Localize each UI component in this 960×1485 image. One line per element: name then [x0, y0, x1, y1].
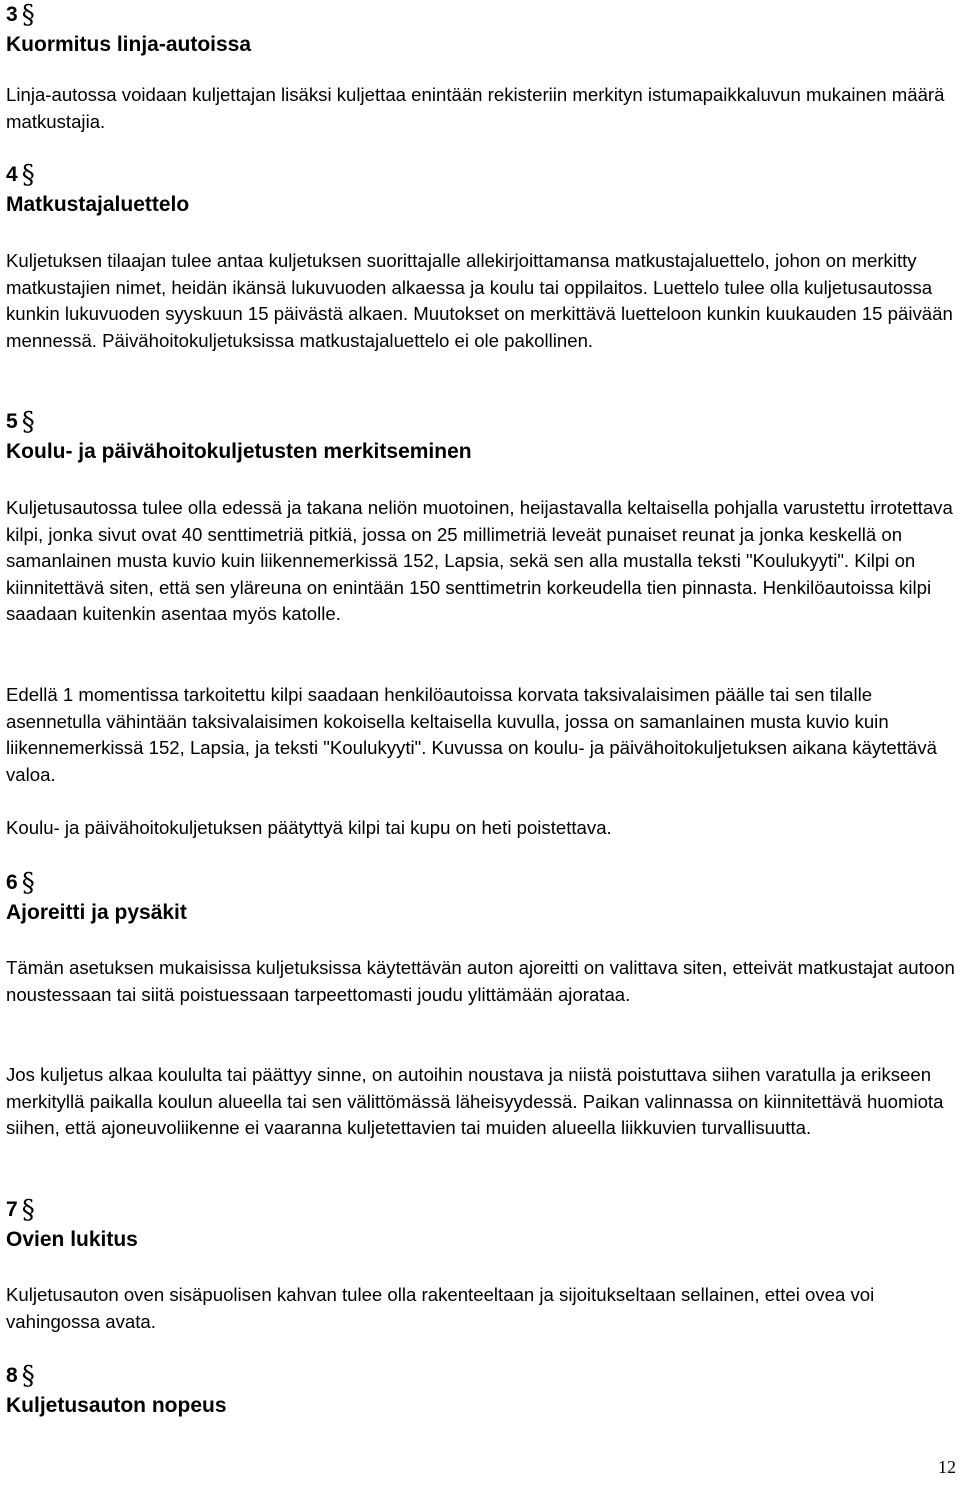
- section-sign: §: [21, 1361, 35, 1391]
- section-number: 3: [6, 3, 18, 26]
- section-number-heading: [6, 0, 956, 30]
- section-8: [6, 1361, 956, 1421]
- section-number: 7: [6, 1198, 18, 1221]
- paragraph: Jos kuljetus alkaa koululta tai päättyy sinne, on autoihin noustava ja niistä poistuttava siihen varatulla ja erikseen merkityllä paikalla koulun alueella tai sen välittömässä läheisyydessä. Paikan valinnassa on kiinnitettävä huomiota siihen, että ajoneuvoliikenne ei vaaranna kuljetettavien tai muiden alueella liikkuvien turvallisuutta.: [6, 1064, 944, 1138]
- section-sign: §: [21, 1195, 35, 1225]
- section-number-heading: [6, 1361, 956, 1391]
- paragraph: Kuljetuksen tilaajan tulee antaa kuljetuksen suorittajalle allekirjoittamansa matkustajaluettelo, johon on merkitty matkustajien nimet, heidän ikänsä lukuvuoden alkaessa ja koulu tai oppilaitos. Luettelo tulee olla kuljetusautossa kunkin lukuvuoden syyskuun 15 päivästä alkaen. Muutokset on merkittävä luetteloon kunkin kuukauden 15 päivään mennessä. Päivähoitokuljetuksissa matkustajaluettelo ei ole pakollinen.: [6, 250, 953, 351]
- section-title: Koulu- ja päivähoitokuljetusten merkitseminen: [6, 440, 472, 463]
- page-number: 12: [938, 1457, 956, 1477]
- section-6: [6, 868, 956, 928]
- section-title: Ajoreitti ja pysäkit: [6, 901, 187, 924]
- section-number: 8: [6, 1364, 18, 1387]
- paragraph: Kuljetusautossa tulee olla edessä ja takana neliön muotoinen, heijastavalla keltaisella pohjalla varustettu irrotettava kilpi, jonka sivut ovat 40 senttimetriä pitkiä, jossa on 25 millimetriä leveät punaiset reunat ja jonka keskellä on samanlainen musta kuvio kuin liikennemerkissä 152, Lapsia, sekä sen alla mustalla teksti "Koulukyyti". Kilpi on kiinnitettävä siten, että sen yläreuna on enintään 150 senttimetrin korkeudella tien pinnasta. Henkilöautoissa kilpi saadaan kuitenkin asentaa myös katolle.: [6, 497, 953, 624]
- section-4: [6, 160, 956, 220]
- paragraph: Kuljetusauton oven sisäpuolisen kahvan tulee olla rakenteeltaan ja sijoitukseltaan sellainen, ettei ovea voi vahingossa avata.: [6, 1284, 875, 1332]
- paragraph: Koulu- ja päivähoitokuljetuksen päätyttyä kilpi tai kupu on heti poistettava.: [6, 817, 612, 838]
- section-sign: §: [21, 160, 35, 190]
- section-7: [6, 1195, 956, 1255]
- section-sign: §: [21, 0, 35, 30]
- paragraph: Edellä 1 momentissa tarkoitettu kilpi saadaan henkilöautoissa korvata taksivalaisimen päälle tai sen tilalle asennetulla vähintään taksivalaisimen kokoisella keltaisella kuvulla, jossa on samanlainen musta kuvio kuin liikennemerkissä 152, Lapsia, ja teksti "Koulukyyti". Kuvussa on koulu- ja päivähoitokuljetuksen aikana käytettävä valoa.: [6, 684, 938, 785]
- section-number: 4: [6, 163, 18, 186]
- section-3: [6, 0, 956, 60]
- section-title: Matkustajaluettelo: [6, 193, 190, 216]
- section-number-heading: [6, 407, 956, 437]
- section-number-heading: [6, 868, 956, 898]
- section-number: 5: [6, 410, 18, 433]
- section-title: Kuormitus linja-autoissa: [6, 33, 252, 56]
- section-sign: §: [21, 868, 35, 898]
- section-sign: §: [21, 407, 35, 437]
- section-number-heading: [6, 160, 956, 190]
- section-title: Kuljetusauton nopeus: [6, 1394, 227, 1417]
- section-number: 6: [6, 871, 18, 894]
- section-title: Ovien lukitus: [6, 1228, 138, 1251]
- paragraph: Tämän asetuksen mukaisissa kuljetuksissa käytettävän auton ajoreitti on valittava siten, etteivät matkustajat autoon noustessaan tai siitä poistuessaan tarpeettomasti joudu ylittämään ajorataa.: [6, 957, 955, 1005]
- section-5: [6, 407, 956, 467]
- section-number-heading: [6, 1195, 956, 1225]
- paragraph: Linja-autossa voidaan kuljettajan lisäksi kuljettaa enintään rekisteriin merkityn istumapaikkaluvun mukainen määrä matkustajia.: [6, 84, 945, 132]
